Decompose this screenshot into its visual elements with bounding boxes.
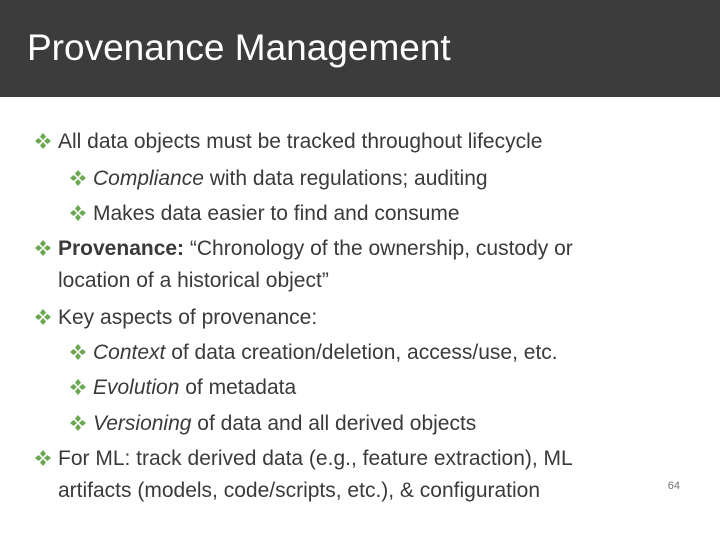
- bullet-text: Makes data easier to find and consume: [93, 202, 460, 225]
- bullet-emphasis: Compliance: [93, 167, 204, 190]
- bullet-emphasis: Context: [93, 341, 166, 364]
- bullet-text: of data creation/deletion, access/use, etc.: [165, 341, 558, 364]
- four-diamond-bullet-icon: [70, 205, 86, 221]
- sub-bullet-item: [93, 202, 460, 226]
- bullet-text: of metadata: [179, 376, 297, 399]
- bullet-text: with data regulations; auditing: [203, 167, 488, 190]
- bullet-continuation: [58, 269, 329, 293]
- bullet-emphasis: Versioning: [93, 412, 192, 435]
- sub-bullet-item: [93, 341, 558, 365]
- bullet-item: [58, 306, 317, 330]
- four-diamond-bullet-icon: [35, 240, 51, 256]
- sub-bullet-item: [93, 412, 476, 436]
- bullet-text: location of a historical object”: [58, 269, 329, 292]
- bullet-item: [58, 447, 573, 471]
- bullet-text: artifacts (models, code/scripts, etc.), & configuration: [58, 479, 541, 502]
- four-diamond-bullet-icon: [35, 309, 51, 325]
- bullet-continuation: [58, 479, 540, 503]
- bullet-emphasis: Evolution: [93, 376, 180, 399]
- sub-bullet-item: [93, 167, 488, 191]
- bullet-strong: Provenance:: [58, 237, 185, 260]
- four-diamond-bullet-icon: [70, 344, 86, 360]
- four-diamond-bullet-icon: [35, 133, 51, 149]
- sub-bullet-item: [93, 376, 296, 400]
- four-diamond-bullet-icon: [70, 379, 86, 395]
- bullet-text: All data objects must be tracked throughout lifecycle: [58, 130, 543, 153]
- bullet-item: [58, 130, 542, 154]
- bullet-text: Key aspects of provenance:: [58, 306, 318, 329]
- four-diamond-bullet-icon: [70, 170, 86, 186]
- bullet-text: “Chronology of the ownership, custody or: [184, 237, 573, 260]
- page-number: 64: [667, 480, 680, 492]
- bullet-item: [58, 237, 573, 261]
- four-diamond-bullet-icon: [35, 450, 51, 466]
- four-diamond-bullet-icon: [70, 415, 86, 431]
- bullet-text: of data and all derived objects: [191, 412, 477, 435]
- bullet-text: For ML: track derived data (e.g., feature extraction), ML: [58, 447, 573, 470]
- slide-title: Provenance Management: [27, 27, 451, 68]
